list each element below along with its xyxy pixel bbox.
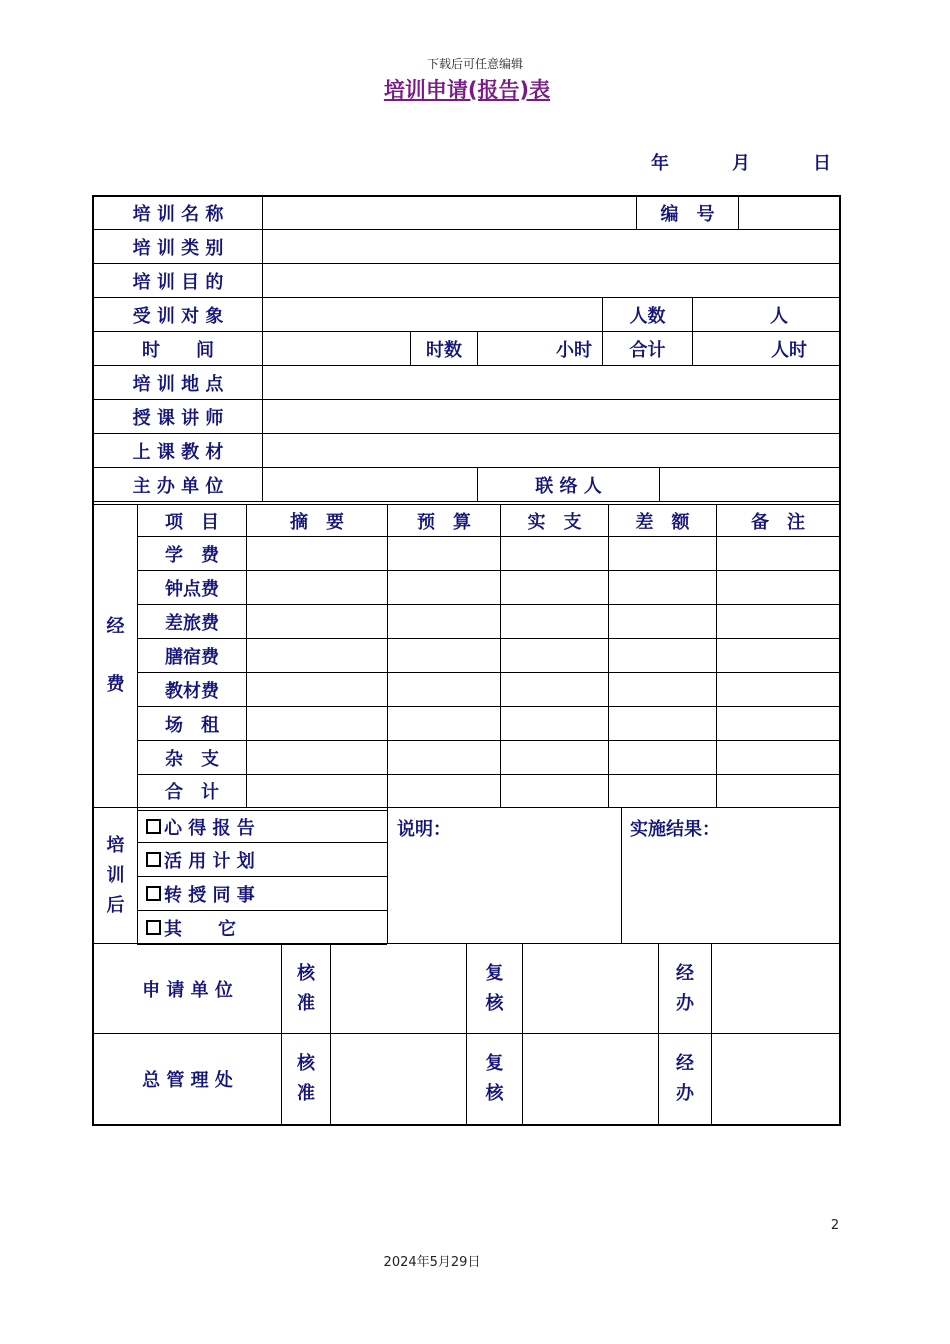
funds-header-actual: 实 支 [527,511,582,533]
result-field[interactable] [622,842,839,942]
approve-char-2: 准 [297,993,315,1014]
man-hours-unit-label: 人时 [771,339,807,361]
review-char-2: 核 [485,993,504,1014]
review-char-1: 复 [485,1053,504,1074]
option-other[interactable] [146,911,236,944]
explanation-field[interactable] [388,842,621,942]
after-label-char-2: 训 [106,865,125,886]
checkbox-icon[interactable] [146,852,161,867]
date-day: 日 [813,153,831,174]
applicant-review-label [467,945,522,1033]
trainees-field[interactable] [263,298,602,331]
lecturer-field[interactable] [263,400,839,433]
number-field[interactable] [739,198,839,228]
contact-label: 联 络 人 [535,475,602,497]
funds-header-item: 项 目 [165,511,219,533]
training-name-label: 培 训 名 称 [132,204,224,225]
trainees-label: 受 训 对 象 [132,305,224,327]
result-label: 实施结果： [630,819,720,840]
total-label: 合计 [629,339,666,361]
page-number: 2 [830,1218,840,1233]
checkbox-icon[interactable] [146,819,161,834]
organizer-label: 主 办 单 位 [132,475,224,497]
organizer-field[interactable] [263,468,477,501]
option-teach-colleagues[interactable] [146,877,255,910]
handle-char-2: 办 [676,993,694,1014]
hours-label: 时数 [426,339,462,361]
person-unit-label: 人 [770,305,788,327]
applicant-approve-label [282,945,330,1033]
footer-date: 2024年5月29日 [383,1255,481,1270]
funds-row-board: 膳宿费 [165,646,219,668]
head-office-approve-label [282,1034,330,1124]
applicant-dept-label: 申 请 单 位 [142,980,233,1001]
page-title: 培训申请(报告)表 [383,78,551,102]
training-name-field[interactable] [263,198,636,228]
approve-char-1: 核 [297,1053,315,1074]
funds-header-remarks: 备 注 [751,511,805,533]
head-office-review-label [467,1034,522,1124]
funds-header-summary: 摘 要 [290,511,344,533]
training-location-field[interactable] [263,366,839,399]
funds-row-travel: 差旅费 [165,612,219,634]
after-label-char-1: 培 [106,835,125,856]
training-purpose-field[interactable] [263,264,839,297]
handle-char-2: 办 [676,1083,694,1104]
materials-field[interactable] [263,434,839,467]
funds-label-char-1: 经 [106,616,125,637]
option-label: 其 它 [164,918,236,940]
review-char-2: 核 [485,1083,504,1104]
funds-row-venue: 场 租 [165,714,219,736]
funds-header-budget: 预 算 [417,511,471,533]
lecturer-label: 授 课 讲 师 [132,407,224,429]
date-month: 月 [732,153,750,174]
after-label-char-3: 后 [106,895,125,916]
explanation-label: 说明： [397,819,451,840]
applicant-review-field[interactable] [523,945,658,1033]
option-label: 活 用 计 划 [164,850,255,872]
training-purpose-label: 培 训 目 的 [132,271,224,293]
training-category-label: 培 训 类 别 [132,237,224,259]
funds-label-char-2: 费 [106,674,125,695]
option-experience-report[interactable] [146,811,255,842]
headcount-label: 人数 [629,305,666,327]
applicant-approve-field[interactable] [331,945,466,1033]
materials-label: 上 课 教 材 [132,441,224,463]
date-year: 年 [651,153,669,174]
training-category-field[interactable] [263,230,839,263]
option-label: 转 授 同 事 [164,884,255,906]
download-note: 下载后可任意编辑 [426,57,523,71]
after-training-section-label [94,809,137,943]
head-office-label: 总 管 理 处 [142,1070,233,1091]
handle-char-1: 经 [676,1053,694,1074]
option-application-plan[interactable] [146,843,255,876]
funds-row-total: 合 计 [165,782,219,803]
head-office-handle-field[interactable] [712,1034,839,1124]
approve-char-1: 核 [297,963,315,984]
funds-row-tuition: 学 费 [165,544,219,566]
funds-row-materials: 教材费 [165,680,219,702]
hours-unit-label: 小时 [556,339,592,361]
checkbox-icon[interactable] [146,920,161,935]
number-label: 编 号 [660,204,715,225]
option-label: 心 得 报 告 [164,817,255,839]
funds-section-label [94,505,137,807]
funds-row-misc: 杂 支 [165,748,219,770]
head-office-review-field[interactable] [523,1034,658,1124]
head-office-approve-field[interactable] [331,1034,466,1124]
applicant-handle-label [659,945,711,1033]
contact-field[interactable] [660,468,839,501]
checkbox-icon[interactable] [146,886,161,901]
training-location-label: 培 训 地 点 [132,373,224,395]
review-char-1: 复 [485,963,504,984]
funds-header-difference: 差 额 [635,511,690,533]
head-office-handle-label [659,1034,711,1124]
time-label: 时 间 [142,339,214,361]
funds-row-hourly-fee: 钟点费 [165,578,219,600]
approve-char-2: 准 [297,1083,315,1104]
time-field[interactable] [263,332,410,365]
handle-char-1: 经 [676,963,694,984]
applicant-handle-field[interactable] [712,945,839,1033]
